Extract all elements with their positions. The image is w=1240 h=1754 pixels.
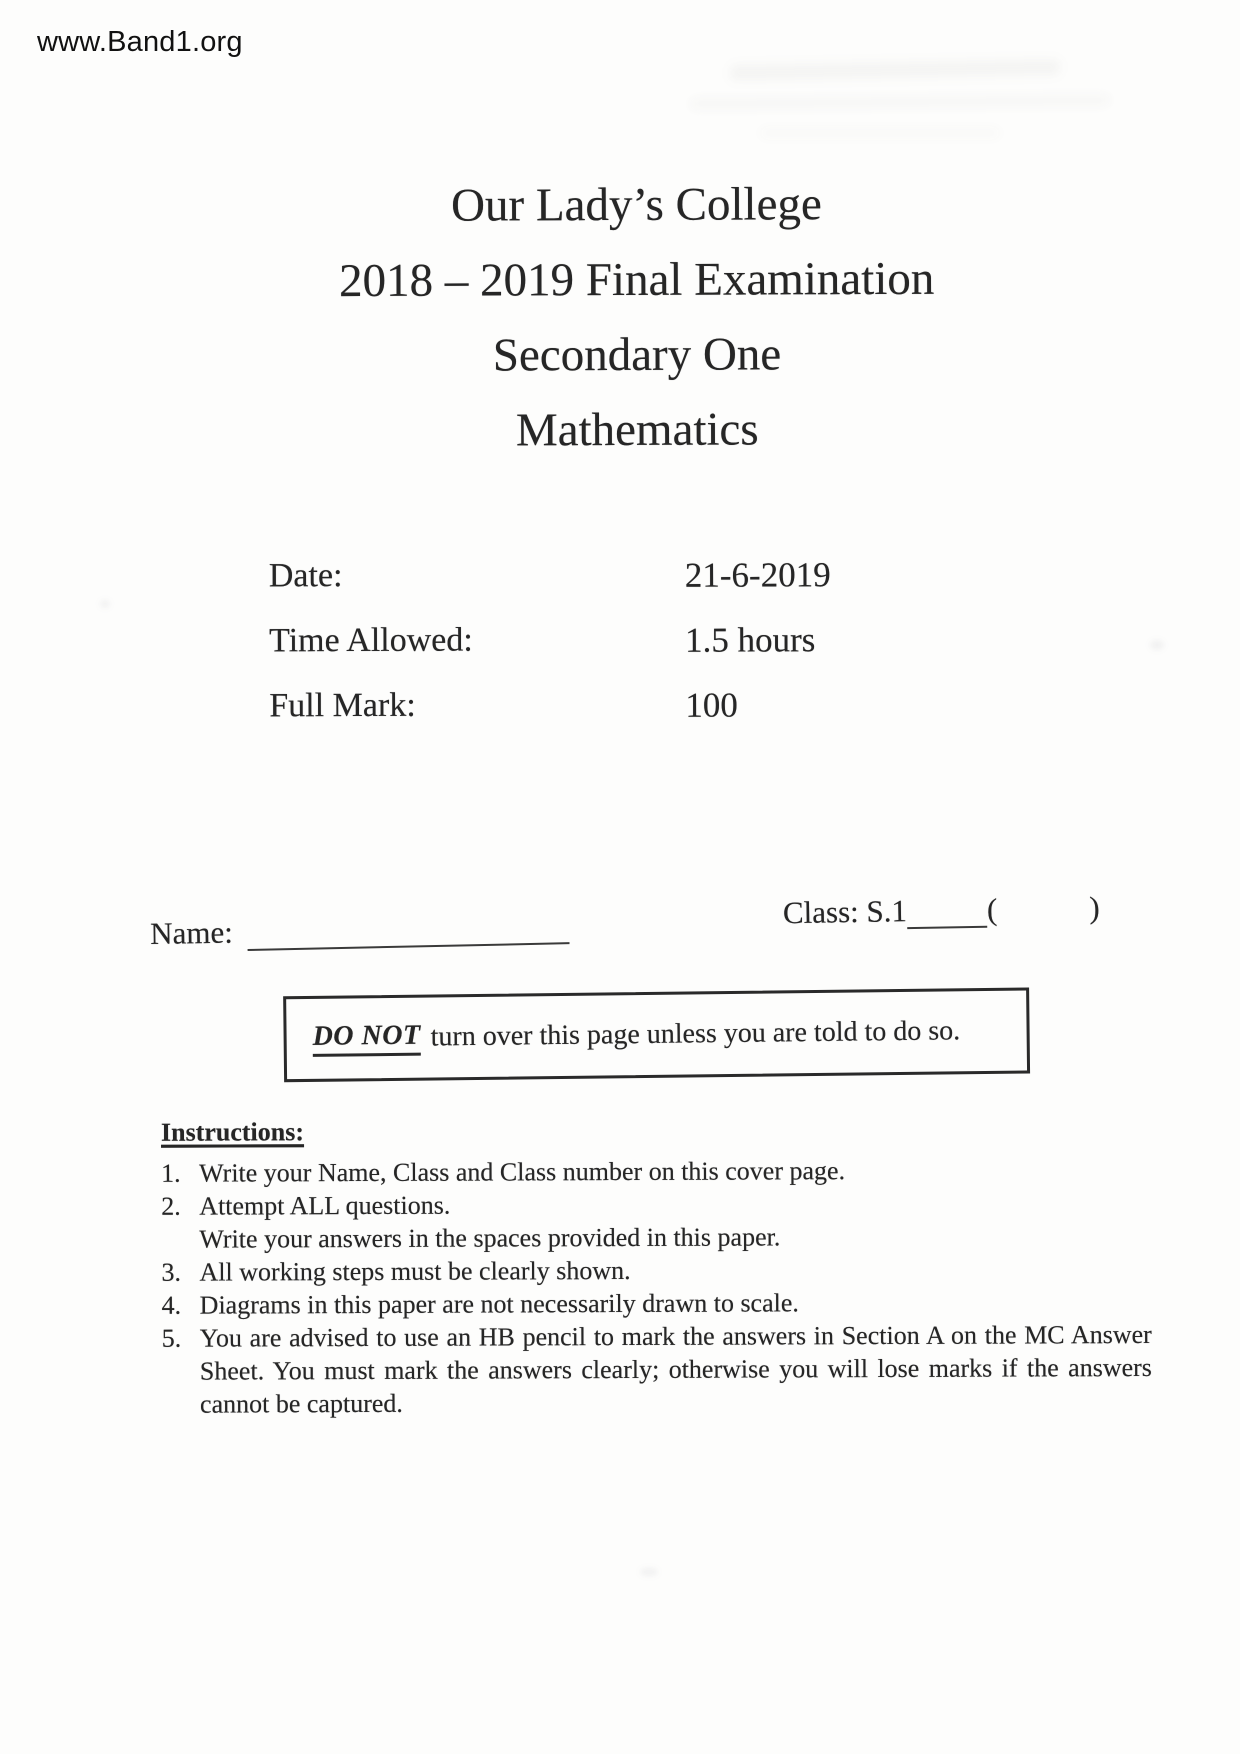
item-text: Write your Name, Class and Class number on this cover page. xyxy=(199,1156,846,1188)
do-not-turn-notice xyxy=(283,988,1030,1083)
name-label: Name: xyxy=(149,914,234,951)
class-number-blank xyxy=(997,918,1089,920)
item-text: All working steps must be clearly shown. xyxy=(199,1255,631,1287)
info-row-full-mark xyxy=(269,685,831,752)
full-mark-label: Full Mark: xyxy=(269,686,416,725)
info-row-date xyxy=(269,555,831,622)
item-number: 2. xyxy=(161,1191,181,1221)
time-allowed-label: Time Allowed: xyxy=(269,621,473,660)
title-block xyxy=(0,166,1238,471)
class-label: Class: S.1 xyxy=(782,893,908,931)
item-number: 3. xyxy=(161,1257,182,1287)
item-text-line1: Attempt ALL questions. xyxy=(199,1190,451,1221)
notice-text: turn over this page unless you are told to do so. xyxy=(430,1015,961,1053)
exam-info xyxy=(269,555,832,752)
item-number: 5. xyxy=(161,1323,182,1353)
instruction-item-4 xyxy=(162,1285,1152,1322)
class-number-paren-close: ) xyxy=(1088,889,1100,926)
item-number: 1. xyxy=(161,1158,181,1188)
instruction-item-2 xyxy=(161,1186,1151,1256)
info-row-time xyxy=(269,620,831,687)
item-text-line2: Write your answers in the spaces provided in this paper. xyxy=(199,1222,781,1254)
class-number-paren-open: ( xyxy=(986,891,998,927)
name-blank-line xyxy=(247,912,570,951)
level-name: Secondary One xyxy=(492,328,782,382)
full-mark-value: 100 xyxy=(685,685,738,725)
notice-emphasis: DO NOT xyxy=(312,1020,420,1057)
instructions-heading: Instructions: xyxy=(160,1117,305,1147)
school-name: Our Lady’s College xyxy=(450,178,822,232)
instruction-item-5 xyxy=(162,1318,1152,1421)
instruction-item-3 xyxy=(161,1252,1151,1289)
instructions-section xyxy=(161,1114,1152,1421)
instruction-item-1 xyxy=(161,1153,1151,1190)
date-value: 21-6-2019 xyxy=(684,555,831,595)
name-field-group xyxy=(150,909,569,952)
subject-name: Mathematics xyxy=(515,403,759,457)
student-row xyxy=(0,888,1240,969)
class-field-group xyxy=(783,890,1100,931)
time-allowed-value: 1.5 hours xyxy=(685,620,816,660)
item-text: Diagrams in this paper are not necessarily drawn to scale. xyxy=(199,1288,799,1320)
item-text xyxy=(199,1186,1151,1256)
site-watermark: www.Band1.org xyxy=(37,26,243,58)
item-text: You are advised to use an HB pencil to mark the answers in Section A on the MC Answer Sheet. You must mark the answers clearly; otherwise you will lose marks if the answers cannot be captured. xyxy=(199,1319,1152,1419)
class-blank-line xyxy=(907,896,988,929)
item-number: 4. xyxy=(161,1290,182,1320)
exam-name: 2018 – 2019 Final Examination xyxy=(338,252,935,308)
date-label: Date: xyxy=(268,557,343,595)
